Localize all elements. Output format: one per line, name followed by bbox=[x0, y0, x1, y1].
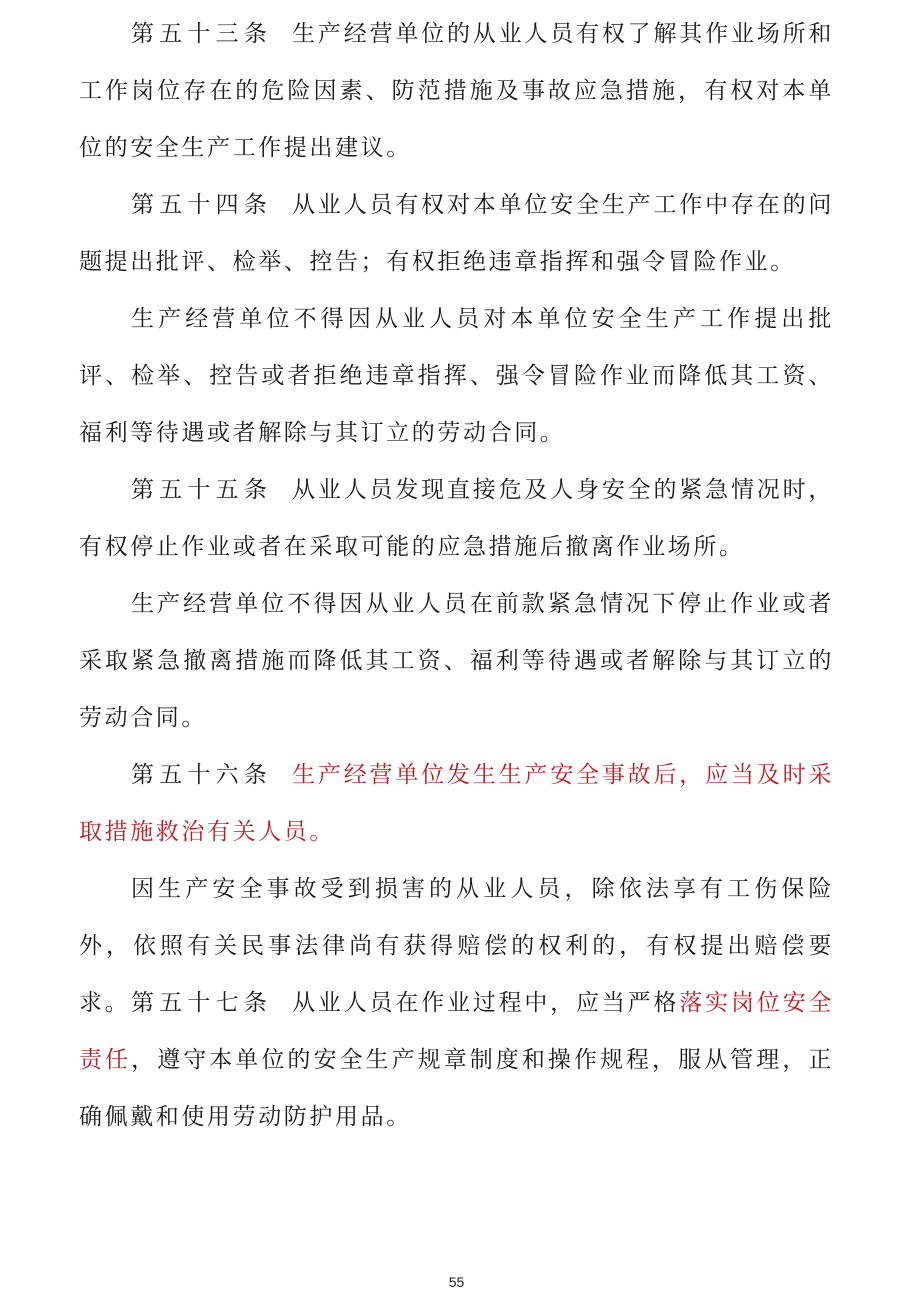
article-number: 第五十五条 bbox=[131, 477, 273, 503]
paragraph-text: 从业人员有权对本单位安全生产工作中存在的问题提出批评、检举、控告；有权拒绝违章指挥和强令冒险作业。 bbox=[79, 192, 834, 275]
article-number: 第五十七条 bbox=[131, 990, 273, 1016]
article-number: 第五十三条 bbox=[131, 21, 273, 47]
paragraph-text: 从业人员发现直接危及人身安全的紧急情况时，有权停止作业或者在采取可能的应急措施后撤离作业场所。 bbox=[79, 477, 834, 560]
paragraph-text: 因生产安全事故受到损害的从业人员，除依法享有工伤保险外，依照有关民事法律尚有获得赔偿的权利的，有权提出赔偿要求。 bbox=[79, 876, 834, 1016]
highlighted-text: 落实岗位安全责任 bbox=[79, 990, 834, 1073]
paragraph-text: 生产经营单位不得因从业人员对本单位安全生产工作提出批评、检举、控告或者拒绝违章指挥、强令冒险作业而降低其工资、福利等待遇或者解除与其订立的劳动合同。 bbox=[79, 306, 834, 446]
page-number: 55 bbox=[448, 1274, 465, 1290]
paragraph-text: ，遵守本单位的安全生产规章制度和操作规程，服从管理，正确佩戴和使用劳动防护用品。 bbox=[79, 1047, 835, 1130]
article-55-paragraph bbox=[79, 462, 834, 576]
article-56-paragraph bbox=[79, 747, 834, 861]
article-55-clause-2-paragraph bbox=[79, 576, 834, 747]
article-54-paragraph bbox=[79, 177, 834, 291]
paragraph-text: 生产经营单位的从业人员有权了解其作业场所和工作岗位存在的危险因素、防范措施及事故应急措施，有权对本单位的安全生产工作提出建议。 bbox=[79, 21, 834, 161]
article-number: 第五十六条 bbox=[131, 762, 273, 788]
article-54-clause-2-paragraph bbox=[79, 291, 834, 462]
article-53-paragraph bbox=[79, 6, 834, 177]
highlighted-text: 生产经营单位发生生产安全事故后，应当及时采取措施救治有关人员。 bbox=[79, 762, 834, 845]
article-number: 第五十四条 bbox=[131, 192, 273, 218]
paragraph-text: 从业人员在作业过程中，应当严格 bbox=[292, 990, 680, 1016]
paragraph-text: 生产经营单位不得因从业人员在前款紧急情况下停止作业或者采取紧急撤离措施而降低其工资、福利等待遇或者解除与其订立的劳动合同。 bbox=[79, 591, 834, 731]
article-57-paragraph bbox=[79, 975, 834, 1146]
